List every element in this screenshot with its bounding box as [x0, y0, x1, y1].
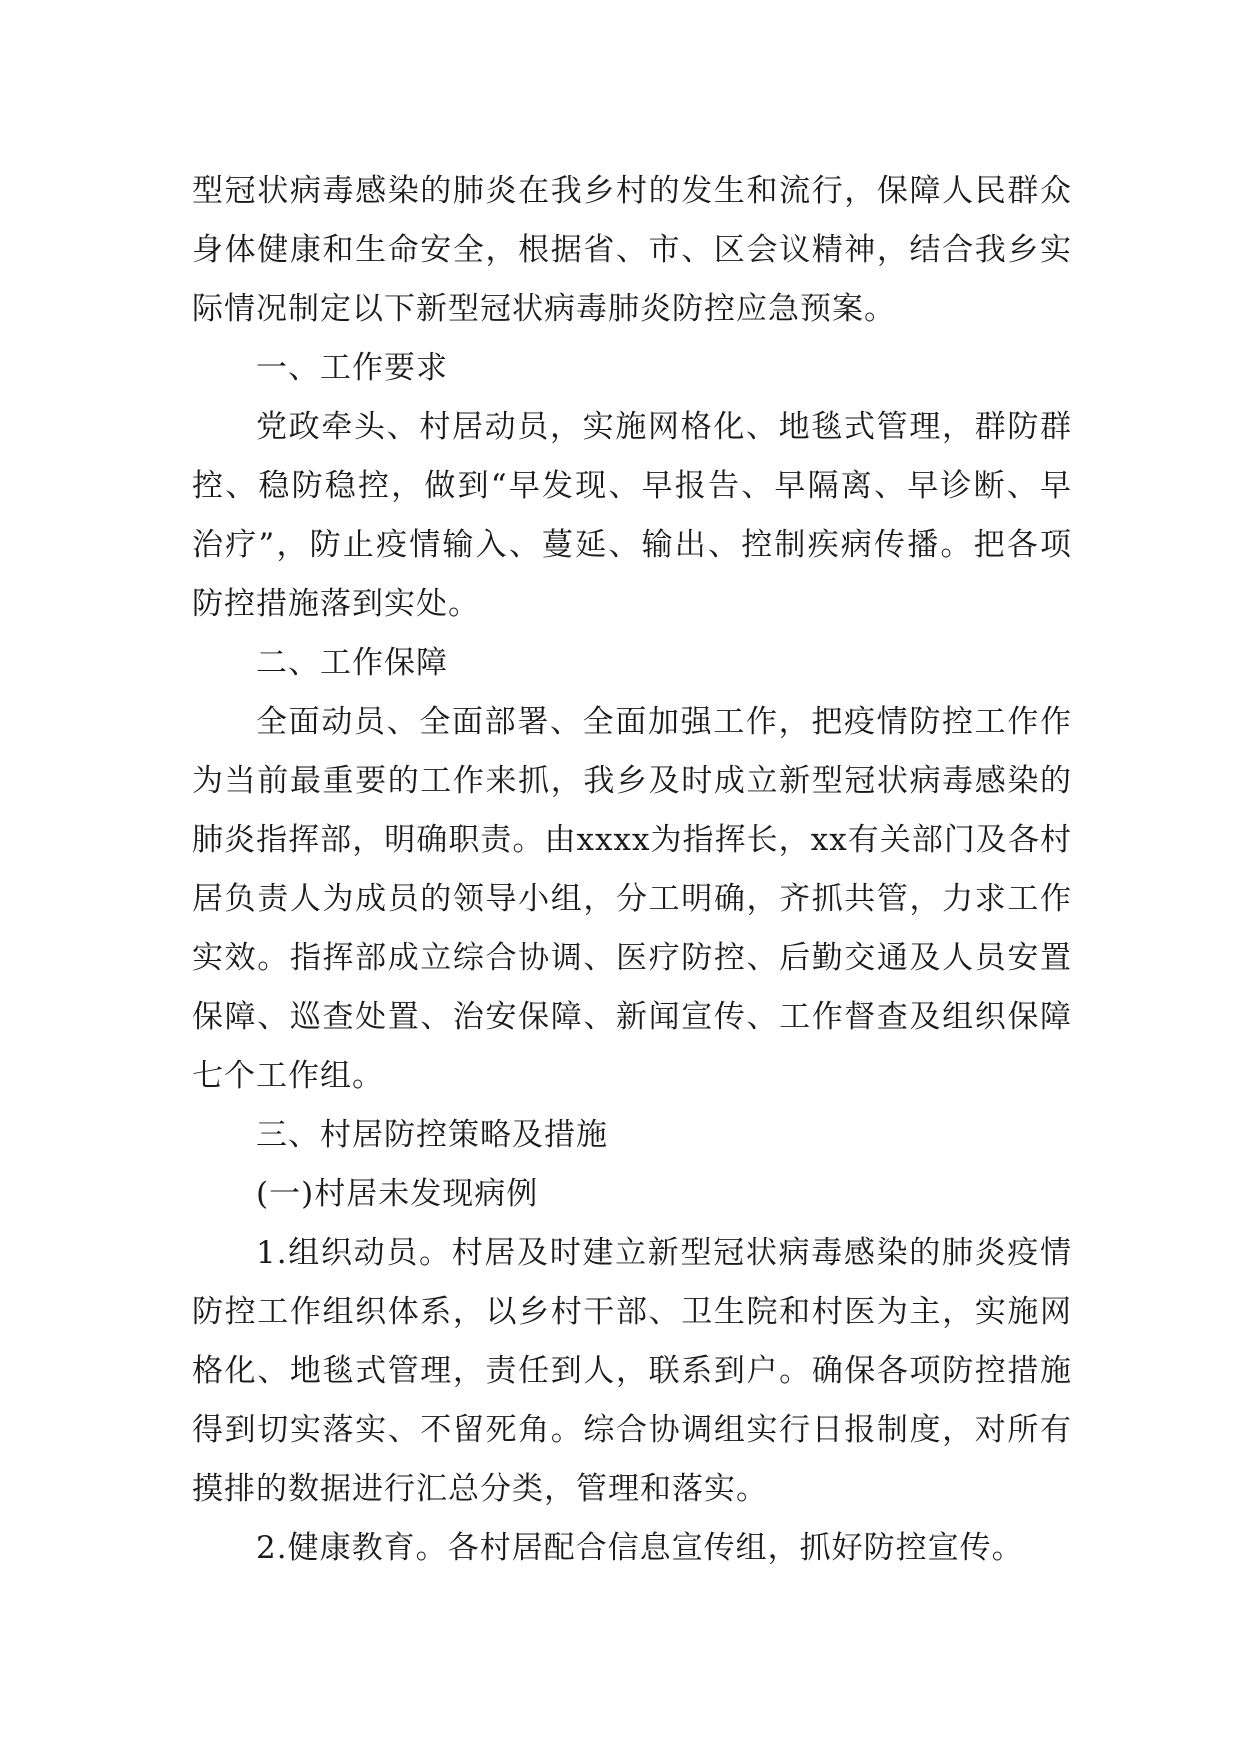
heading-prevention-strategy: 三、村居防控策略及措施	[256, 1117, 608, 1153]
document-body	[192, 162, 1072, 1578]
paragraph-work-guarantee: 全面动员、全面部署、全面加强工作，把疫情防控工作作为当前最重要的工作来抓，我乡及时成立新型冠状病毒感染的肺炎指挥部，明确职责。由xxxx为指挥长，xx有关部门及各村居负责人为成员的领导小组，分工明确，齐抓共管，力求工作实效。指挥部成立综合协调、医疗防控、后勤交通及人员安置保障、巡查处置、治安保障、新闻宣传、工作督查及组织保障七个工作组。	[192, 704, 1072, 1094]
paragraph-intro-continuation: 型冠状病毒感染的肺炎在我乡村的发生和流行，保障人民群众身体健康和生命安全，根据省、市、区会议精神，结合我乡实际情况制定以下新型冠状病毒肺炎防控应急预案。	[192, 173, 1072, 327]
subheading-no-cases: (一)村居未发现病例	[256, 1176, 539, 1212]
heading-work-requirements: 一、工作要求	[256, 350, 448, 386]
paragraph-work-requirements: 党政牵头、村居动员，实施网格化、地毯式管理，群防群控、稳防稳控，做到“早发现、早报告、早隔离、早诊断、早治疗”，防止疫情输入、蔓延、输出、控制疾病传播。把各项防控措施落到实处。	[192, 409, 1072, 622]
paragraph-health-education: 2.健康教育。各村居配合信息宣传组，抓好防控宣传。	[256, 1530, 1024, 1566]
heading-work-guarantee: 二、工作保障	[256, 645, 448, 681]
paragraph-organize-mobilize: 1.组织动员。村居及时建立新型冠状病毒感染的肺炎疫情防控工作组织体系，以乡村干部、卫生院和村医为主，实施网格化、地毯式管理，责任到人，联系到户。确保各项防控措施得到切实落实、不留死角。综合协调组实行日报制度，对所有摸排的数据进行汇总分类，管理和落实。	[192, 1235, 1072, 1507]
